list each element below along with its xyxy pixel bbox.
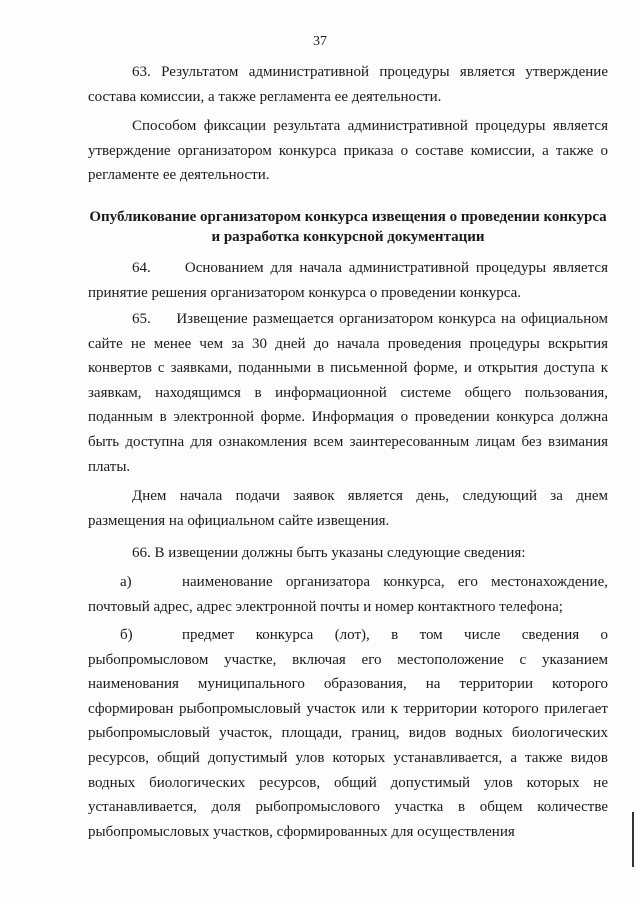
list-item-b	[88, 623, 608, 844]
paragraph-64-number: 64.	[132, 260, 151, 276]
list-item-a-text: наименование организатора конкурса, его местонахождение, почтовый адрес, адрес электронной почты и номер контактного телефона;	[88, 574, 608, 615]
paragraph-63: 63. Результатом административной процедуры является утверждение состава комиссии, а также регламента ее деятельности.	[88, 64, 608, 105]
paragraph-65-number: 65.	[132, 311, 151, 327]
paragraph-65-text: Извещение размещается организатором конкурса на официальном сайте не менее чем за 30 дней до начала проведения процедуры вскрытия конвертов с заявками, поданными в письменной форме, и открытия доступа к заявкам, находящимся в информационной системе общего пользования, поданным в электронной форме. Информация о проведении конкурса должна быть доступна для ознакомления всем заинтересованным лицам без взимания платы.	[88, 311, 608, 475]
paragraph-64	[88, 256, 608, 305]
list-item-b-marker: б)	[120, 627, 133, 643]
paragraph-65-start-date: Днем начала подачи заявок является день, следующий за днем размещения на официальном сайте извещения.	[88, 488, 608, 529]
list-item-a-marker: а)	[120, 574, 132, 590]
scan-edge-mark	[632, 812, 634, 867]
paragraph-65	[88, 307, 608, 479]
paragraph-64-text: Основанием для начала административной процедуры является принятие решения организатором конкурса о проведении конкурса.	[88, 260, 608, 301]
list-item-b-text: предмет конкурса (лот), в том числе сведения о рыбопромысловом участке, включая его местоположение с указанием наименования муниципального образования, на территории которого сформирован рыбопромысловый участок или к территории которого прилегает рыбопромысловый участок, площади, границ, видов водных биологических ресурсов, общий допустимый улов которых устанавливается, а также видов водных биологических ресурсов, общий допустимый улов которых не устанавливается, доля рыбопромыслового участка в общем количестве рыбопромысловых участков, сформированных для осуществления	[88, 627, 608, 840]
list-item-a	[88, 570, 608, 619]
paragraph-63-method: Способом фиксации результата административной процедуры является утверждение организатором конкурса приказа о составе комиссии, а также о регламенте ее деятельности.	[88, 118, 608, 184]
paragraph-66: 66. В извещении должны быть указаны следующие сведения:	[132, 545, 526, 561]
page-number: 37	[313, 34, 327, 49]
section-heading: Опубликование организатором конкурса извещения о проведении конкурса и разработка конкурсной документации	[89, 209, 607, 245]
